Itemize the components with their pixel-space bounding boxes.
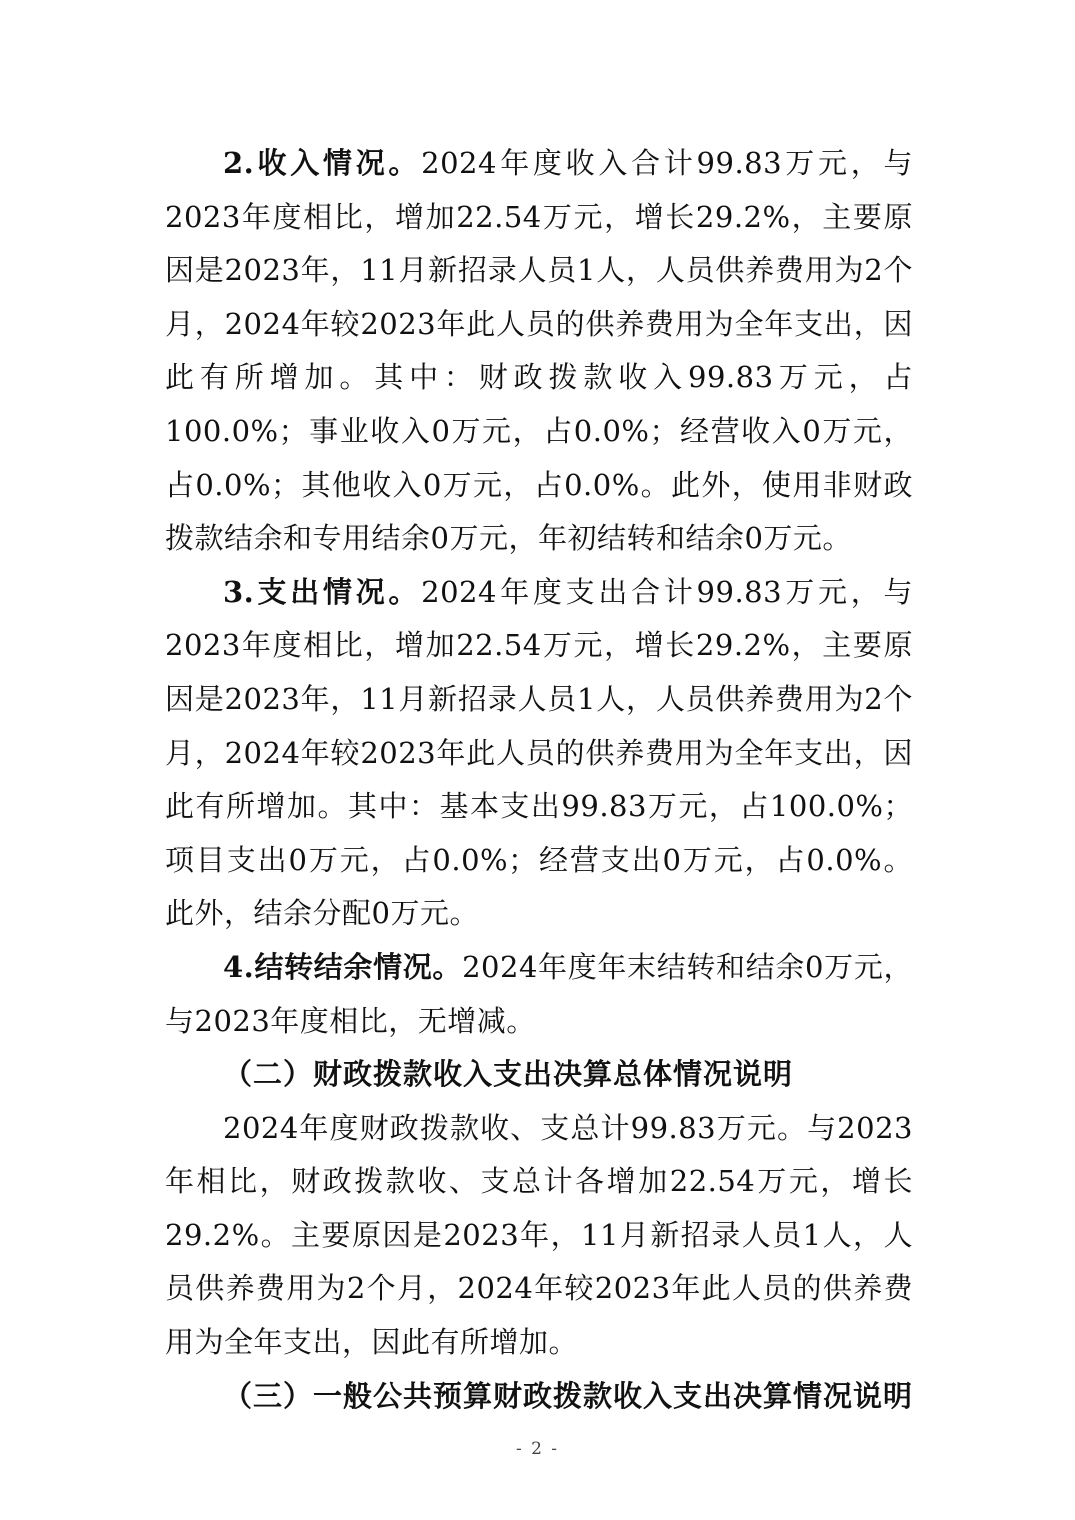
paragraph-carryover-text: 2024年度年末结转和结余0万元，与2023年度相比，无增减。 [165, 949, 913, 1038]
paragraph-expenditure-text: 2024年度支出合计99.83万元，与2023年度相比，增加22.54万元，增长29.2%，主要原因是2023年，11月新招录人员1人，人员供养费用为2个月，2024年较2023年此人员的供养费用为全年支出，因此有所增加。其中：基本支出99.83万元，占100.0%；项目支出0万元，占0.0%；经营支出0万元，占0.0%。此外，结余分配0万元。 [165, 574, 913, 931]
section-three-heading: （三）一般公共预算财政拨款收入支出决算情况说明 [223, 1378, 914, 1413]
document-body [165, 137, 913, 1423]
page-number: - 2 - [515, 1439, 560, 1459]
paragraph-income-lead: 2.收入情况。 [223, 146, 422, 180]
section-two-heading: （二）财政拨款收入支出决算总体情况说明 [223, 1057, 794, 1092]
paragraph-expenditure [165, 566, 913, 941]
paragraph-carryover [165, 941, 913, 1048]
paragraph-expenditure-lead: 3.支出情况。 [223, 574, 422, 609]
paragraph-carryover-lead: 4.结转结余情况。 [223, 949, 463, 984]
paragraph-income [165, 137, 913, 566]
paragraph-income-text: 2024年度收入合计99.83万元，与2023年度相比，增加22.54万元，增长29.2%，主要原因是2023年，11月新招录人员1人，人员供养费用为2个月，2024年较2023年此人员的供养费用为全年支出，因此有所增加。其中：财政拨款收入99.83万元，占100.0%；事业收入0万元，占0.0%；经营收入0万元，占0.0%；其他收入0万元，占0.0%。此外，使用非财政拨款结余和专用结余0万元，年初结转和结余0万元。 [165, 146, 913, 556]
section-two-paragraph: 2024年度财政拨款收、支总计99.83万元。与2023年相比，财政拨款收、支总计各增加22.54万元，增长29.2%。主要原因是2023年，11月新招录人员1人，人员供养费用为2个月，2024年较2023年此人员的供养费用为全年支出，因此有所增加。 [165, 1110, 913, 1360]
